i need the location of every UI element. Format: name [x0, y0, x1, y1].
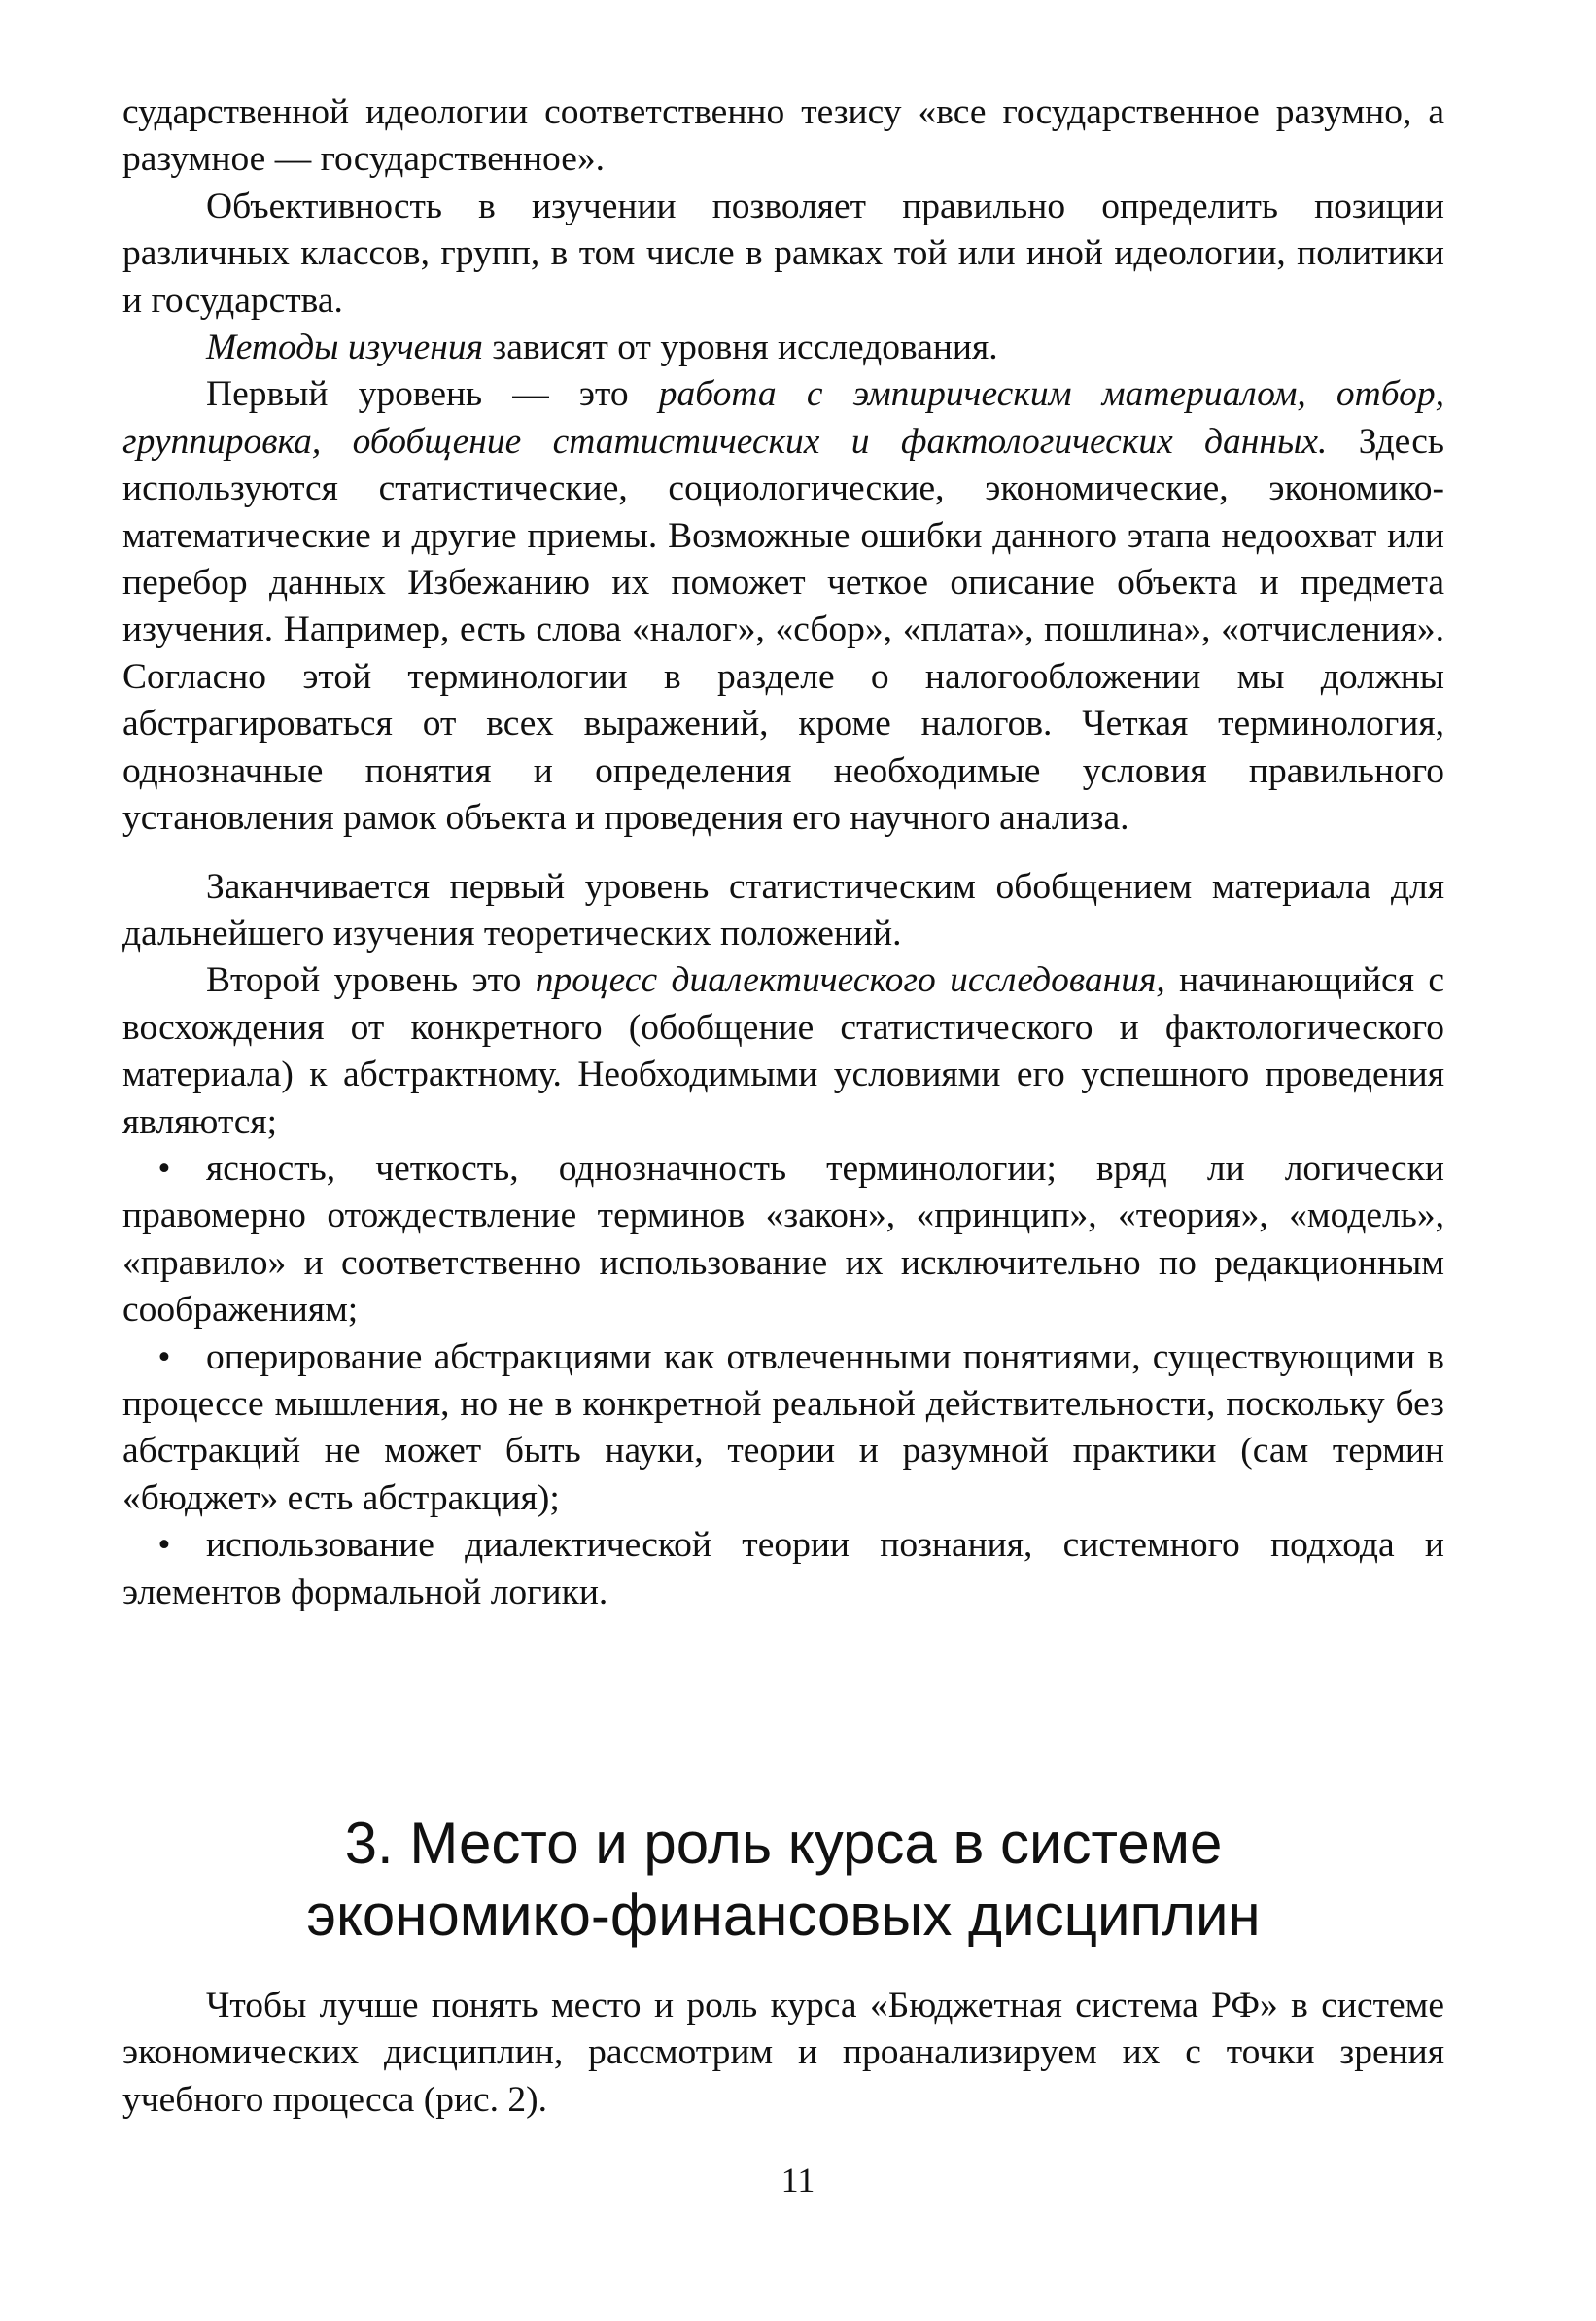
- paragraph-methods: [122, 325, 1444, 371]
- bullet-icon: •: [157, 1525, 171, 1566]
- bullet-text: использование диалектической теории познания, системного подхода и элементов формальной логики.: [122, 1525, 1444, 1612]
- paragraph-first-level: [122, 371, 1444, 842]
- paragraph-section-intro: Чтобы лучше понять место и роль курса «Бюджетная система РФ» в системе экономических дисциплин, рассмотрим и проанализируем их с точки зрения учебного процесса (рис. 2).: [122, 1986, 1444, 2120]
- page-number: 11: [781, 2161, 815, 2200]
- bullet-item: [122, 1334, 1444, 1523]
- bullet-item: [122, 1146, 1444, 1334]
- paragraph-second-level: [122, 957, 1444, 1146]
- second-level-lead: Второй уровень это: [206, 960, 536, 1001]
- bullet-text: оперирование абстракциями как отвлеченными понятиями, существующими в процессе мышления, но не в конкретной реальной действительности, поскольку без абстракций не может быть науки, теории и разумной практики (сам термин «бюджет» есть абстракция);: [122, 1336, 1444, 1518]
- paragraph-first-level-end: Заканчивается первый уровень статистическим обобщением материала для дальнейшего изучения теоретических положений.: [122, 866, 1444, 953]
- first-level-text: Здесь используются статистические, социологические, экономические, экономико-математические и другие приемы. Возможные ошибки данного этапа недоохват или перебор данных Избежанию их поможет четкое описание объекта и предмета изучения. Например, есть слова «налог», «сбор», «плата», пошлина», «отчисления». Согласно этой терминологии в разделе о налогообложении мы должны абстрагироваться от всех выражений, кроме налогов. Четкая терминология, однозначные понятия и определения необходимые условия правильного установления рамок объекта и проведения его научного анализа.: [122, 421, 1444, 839]
- methods-text: зависят от уровня исследования.: [483, 328, 998, 368]
- bullet-icon: •: [157, 1148, 171, 1189]
- section-text: [122, 1983, 1444, 2124]
- bullet-icon: •: [157, 1336, 171, 1377]
- first-level-italic: работа с эмпирическим материалом, отбор, группировка, обобщение статистических и фактологических данных.: [122, 374, 1444, 462]
- section-heading-line-2: экономико-финансовых дисциплин: [306, 1883, 1261, 1948]
- paragraph-objectivity: Объективность в изучении позволяет правильно определить позиции различных классов, групп, в том числе в рамках той или иной идеологии, политики и государства.: [122, 186, 1444, 321]
- section-heading: [122, 1808, 1444, 1952]
- bullet-item: [122, 1522, 1444, 1616]
- bullet-text: ясность, четкость, однозначность терминологии; вряд ли логически правомерно отождествление терминов «закон», «принцип», «теория», «модель», «правило» и соответственно использование их исключительно по редакционным соображениям;: [122, 1148, 1444, 1331]
- second-level-italic: процесс диалектического исследования,: [535, 960, 1165, 1001]
- methods-term: Методы изучения: [206, 328, 484, 368]
- first-level-lead: Первый уровень — это: [206, 374, 659, 415]
- body-text: [122, 89, 1444, 1616]
- paragraph-continuation: сударственной идеологии соответственно тезису «все государственное разумно, а разумное — государственное».: [122, 92, 1444, 180]
- second-level-text: начинающийся с восхождения от конкретного (обобщение статистического и фактологического материала) к абстрактному. Необходимыми условиями его успешного проведения являются;: [122, 960, 1444, 1142]
- section-heading-line-1: 3. Место и роль курса в системе: [344, 1811, 1223, 1876]
